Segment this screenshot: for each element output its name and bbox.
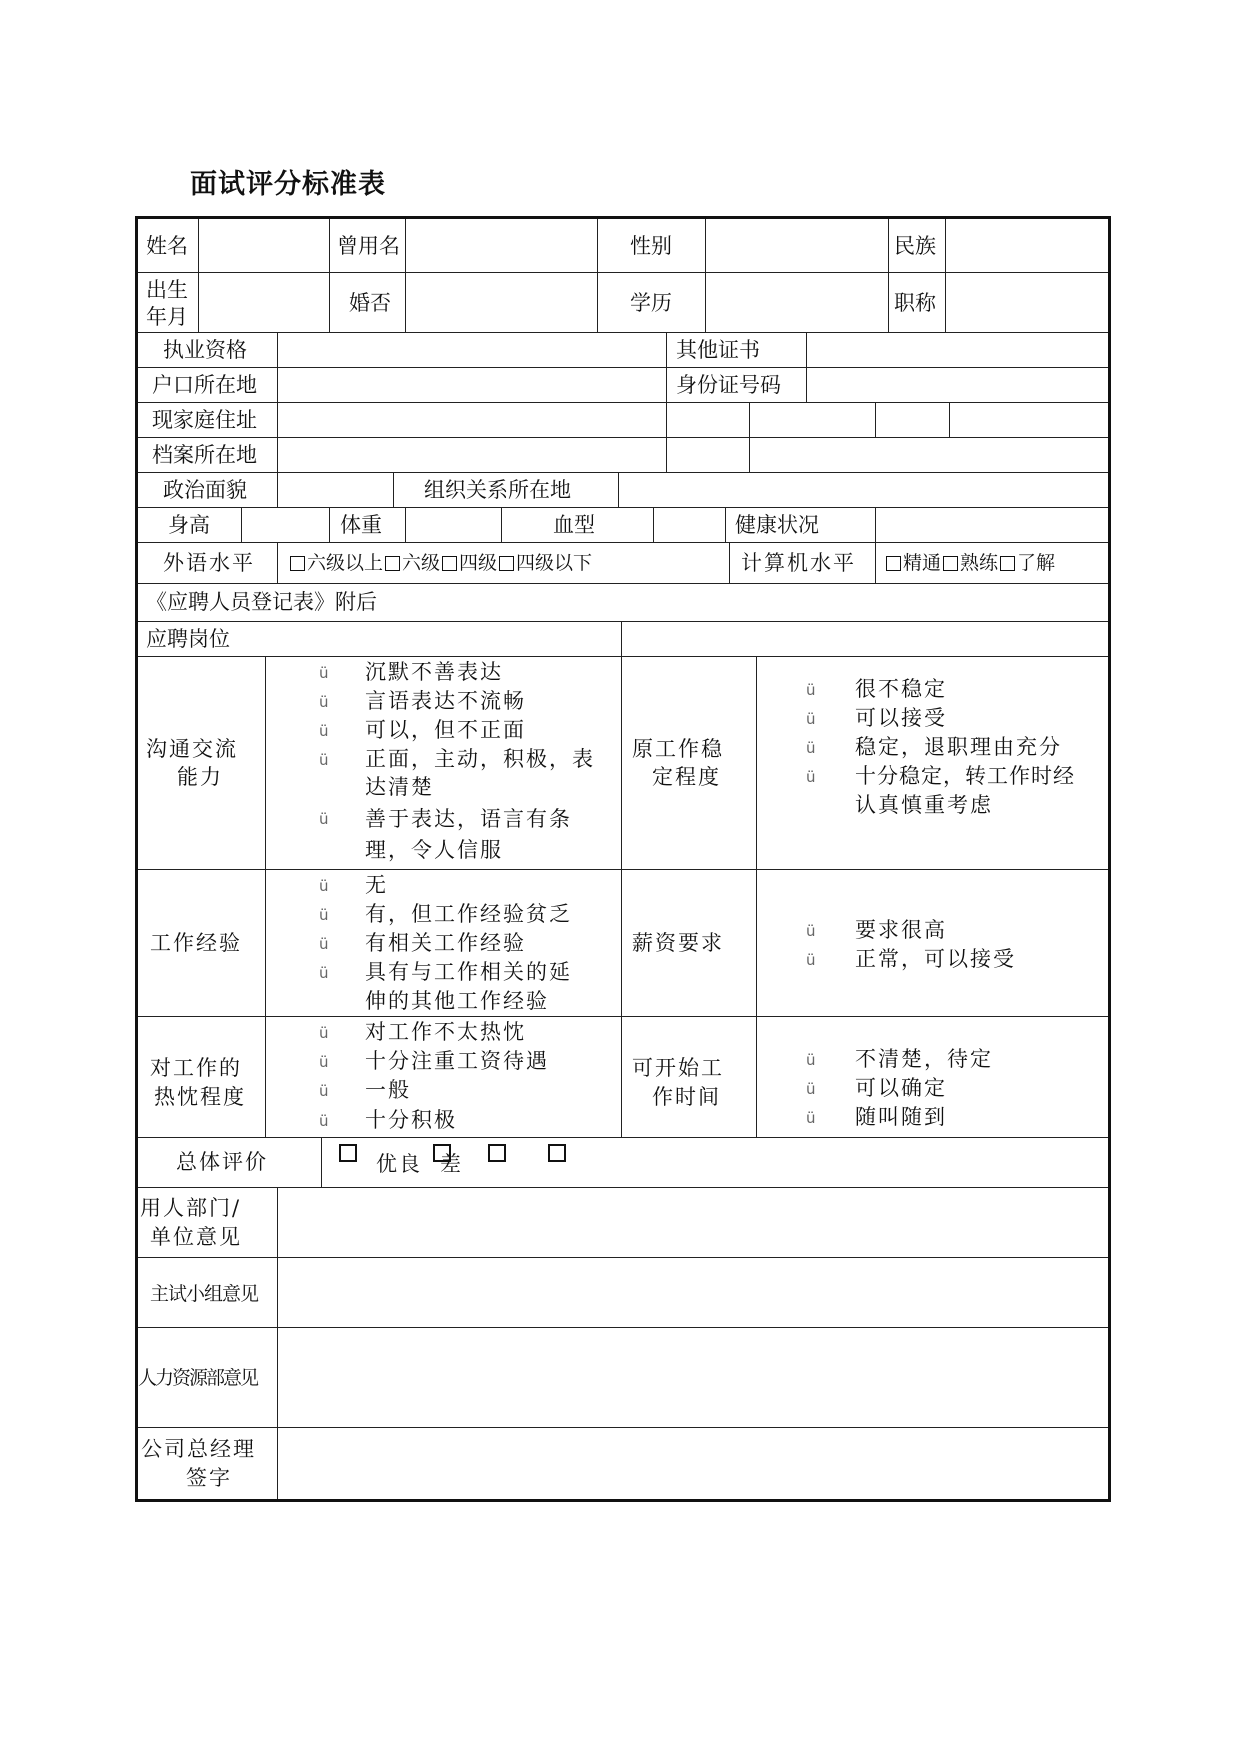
option-text: 沉默不善表达 [365, 660, 503, 684]
option-text: 要求很高 [855, 918, 947, 942]
check-bullet-icon: ü [806, 1080, 816, 1098]
col-divider [277, 332, 278, 472]
option-text: 正常，可以接受 [855, 947, 1016, 971]
stability-label-2: 定程度 [652, 765, 721, 789]
row-divider [138, 402, 1108, 403]
birth-label-1: 出生 [146, 278, 188, 302]
enthusiasm-label-1: 对工作的 [150, 1056, 242, 1080]
row-divider [138, 472, 1108, 473]
option-text: 十分稳定，转工作时经 [855, 764, 1075, 788]
col-divider [621, 656, 622, 1137]
id-number-label: 身份证号码 [676, 373, 781, 397]
row-divider [138, 1257, 1108, 1258]
row-divider [138, 583, 1108, 584]
checkbox[interactable] [499, 556, 514, 571]
checkbox[interactable] [1000, 556, 1015, 571]
qualification-label: 执业资格 [163, 338, 247, 362]
col-divider [329, 507, 330, 542]
dept-opinion-label-2: 单位意见 [150, 1225, 242, 1249]
check-bullet-icon: ü [806, 922, 816, 940]
communication-label-1: 沟通交流 [146, 737, 238, 761]
check-bullet-icon: ü [319, 964, 329, 982]
marital-label: 婚否 [349, 291, 391, 315]
option-text: 不清楚，待定 [855, 1047, 993, 1071]
col-divider [888, 219, 889, 332]
check-bullet-icon: ü [319, 906, 329, 924]
option-text: 有相关工作经验 [365, 931, 526, 955]
option-label: 了解 [1017, 552, 1056, 574]
row-divider [138, 437, 1108, 438]
political-label: 政治面貌 [163, 478, 247, 502]
row-divider [138, 272, 1108, 273]
check-bullet-icon: ü [806, 951, 816, 969]
option-label: 六级以上 [307, 552, 384, 574]
option-text: 随叫随到 [855, 1105, 947, 1129]
check-bullet-icon: ü [319, 877, 329, 895]
interview-form [135, 216, 1111, 1502]
hukou-label: 户口所在地 [152, 373, 257, 397]
row-divider [138, 1137, 1108, 1138]
row-divider [138, 621, 1108, 622]
option-text: 达清楚 [365, 775, 434, 799]
check-bullet-icon: ü [319, 751, 329, 769]
overall-poor-label: 差 [440, 1152, 463, 1176]
page-title: 面试评分标准表 [190, 169, 386, 200]
row-divider [138, 542, 1108, 543]
col-divider [501, 507, 502, 542]
checkbox[interactable] [385, 556, 400, 571]
computer-label: 计算机水平 [741, 551, 856, 575]
check-bullet-icon: ü [319, 1053, 329, 1071]
checkbox[interactable] [943, 556, 958, 571]
check-bullet-icon: ü [806, 739, 816, 757]
start-time-label-2: 作时间 [652, 1085, 721, 1109]
option-label: 四级以下 [516, 552, 593, 574]
option-text: 善于表达，语言有条 [365, 807, 572, 831]
gm-sign-label-2: 签字 [186, 1466, 232, 1490]
overall-checkbox[interactable] [488, 1144, 506, 1162]
education-label: 学历 [630, 291, 672, 315]
check-bullet-icon: ü [319, 693, 329, 711]
option-text: 无 [365, 873, 388, 897]
blood-label: 血型 [553, 513, 595, 537]
address-label: 现家庭住址 [152, 408, 257, 432]
overall-label: 总体评价 [176, 1150, 268, 1174]
row-divider [138, 1187, 1108, 1188]
option-text: 可以确定 [855, 1076, 947, 1100]
salary-label: 薪资要求 [632, 931, 724, 955]
check-bullet-icon: ü [319, 664, 329, 682]
start-time-label-1: 可开始工 [632, 1056, 724, 1080]
col-divider [405, 219, 406, 332]
checkbox[interactable] [290, 556, 305, 571]
option-text: 十分注重工资待遇 [365, 1049, 549, 1073]
option-label: 四级 [459, 552, 498, 574]
height-label: 身高 [168, 513, 210, 537]
col-divider [875, 402, 876, 437]
title-rank-label: 职称 [894, 291, 936, 315]
col-divider [321, 1137, 322, 1187]
check-bullet-icon: ü [319, 1024, 329, 1042]
col-divider [621, 621, 622, 656]
col-divider [277, 1187, 278, 1499]
overall-good-label: 优良 [376, 1152, 422, 1176]
gender-label: 性别 [630, 234, 672, 258]
option-text: 十分积极 [365, 1108, 457, 1132]
panel-opinion-label: 主试小组意见 [150, 1283, 259, 1305]
option-text: 伸的其他工作经验 [365, 989, 549, 1013]
other-cert-label: 其他证书 [676, 338, 760, 362]
check-bullet-icon: ü [319, 1082, 329, 1100]
col-divider [393, 472, 394, 507]
option-text: 认真慎重考虑 [855, 793, 993, 817]
col-divider [666, 332, 667, 472]
ethnicity-label: 民族 [894, 234, 936, 258]
archive-label: 档案所在地 [152, 443, 257, 467]
row-divider [138, 1016, 1108, 1017]
org-location-label: 组织关系所在地 [424, 478, 571, 502]
col-divider [705, 219, 706, 332]
position-label: 应聘岗位 [146, 627, 230, 651]
check-bullet-icon: ü [806, 710, 816, 728]
row-divider [138, 1327, 1108, 1328]
row-divider [138, 367, 1108, 368]
gm-sign-label-1: 公司总经理 [141, 1437, 256, 1461]
option-text: 一般 [365, 1078, 411, 1102]
overall-checkbox[interactable] [548, 1144, 566, 1162]
option-label: 六级 [402, 552, 441, 574]
communication-label-2: 能力 [177, 765, 223, 789]
row-divider [138, 332, 1108, 333]
language-label: 外语水平 [163, 551, 255, 575]
col-divider [198, 219, 199, 332]
birth-label-2: 年月 [146, 305, 188, 329]
col-divider [265, 656, 266, 1137]
col-divider [875, 507, 876, 542]
row-divider [138, 869, 1108, 870]
check-bullet-icon: ü [319, 810, 329, 828]
computer-options [884, 549, 1055, 577]
col-divider [945, 219, 946, 332]
check-bullet-icon: ü [319, 935, 329, 953]
checkbox[interactable] [886, 556, 901, 571]
col-divider [729, 542, 730, 583]
check-bullet-icon: ü [806, 1109, 816, 1127]
option-text: 有，但工作经验贫乏 [365, 902, 572, 926]
enthusiasm-label-2: 热忱程度 [154, 1085, 246, 1109]
row-divider [138, 656, 1108, 657]
col-divider [618, 472, 619, 507]
option-label: 熟练 [960, 552, 999, 574]
check-bullet-icon: ü [806, 1051, 816, 1069]
option-label: 精通 [903, 552, 942, 574]
option-text: 可以，但不正面 [365, 718, 526, 742]
experience-label: 工作经验 [150, 931, 242, 955]
name-label: 姓名 [146, 234, 188, 258]
col-divider [806, 332, 807, 402]
option-text: 对工作不太热忱 [365, 1020, 526, 1044]
col-divider [277, 542, 278, 583]
option-text: 理，令人信服 [365, 838, 503, 862]
col-divider [597, 219, 598, 332]
row-divider [138, 507, 1108, 508]
weight-label: 体重 [340, 513, 382, 537]
col-divider [241, 507, 242, 542]
col-divider [875, 542, 876, 583]
col-divider [756, 656, 757, 1137]
check-bullet-icon: ü [806, 681, 816, 699]
overall-checkbox[interactable] [339, 1144, 357, 1162]
row-divider [138, 1427, 1108, 1428]
check-bullet-icon: ü [806, 768, 816, 786]
col-divider [725, 507, 726, 542]
option-text: 很不稳定 [855, 677, 947, 701]
option-text: 可以接受 [855, 706, 947, 730]
col-divider [329, 219, 330, 332]
former-name-label: 曾用名 [337, 234, 400, 258]
option-text: 稳定，退职理由充分 [855, 735, 1062, 759]
col-divider [749, 402, 750, 472]
option-text: 具有与工作相关的延 [365, 960, 572, 984]
col-divider [949, 402, 950, 437]
health-label: 健康状况 [735, 513, 819, 537]
option-text: 言语表达不流畅 [365, 689, 526, 713]
col-divider [405, 507, 406, 542]
hr-opinion-label: 人力资源部意见 [138, 1367, 258, 1389]
col-divider [277, 472, 278, 507]
option-text: 正面，主动，积极，表 [365, 747, 595, 771]
checkbox[interactable] [442, 556, 457, 571]
registration-note: 《应聘人员登记表》附后 [146, 590, 377, 614]
dept-opinion-label-1: 用人部门/ [140, 1196, 242, 1220]
check-bullet-icon: ü [319, 1112, 329, 1130]
language-options [288, 549, 592, 577]
col-divider [653, 507, 654, 542]
stability-label-1: 原工作稳 [632, 737, 724, 761]
check-bullet-icon: ü [319, 722, 329, 740]
